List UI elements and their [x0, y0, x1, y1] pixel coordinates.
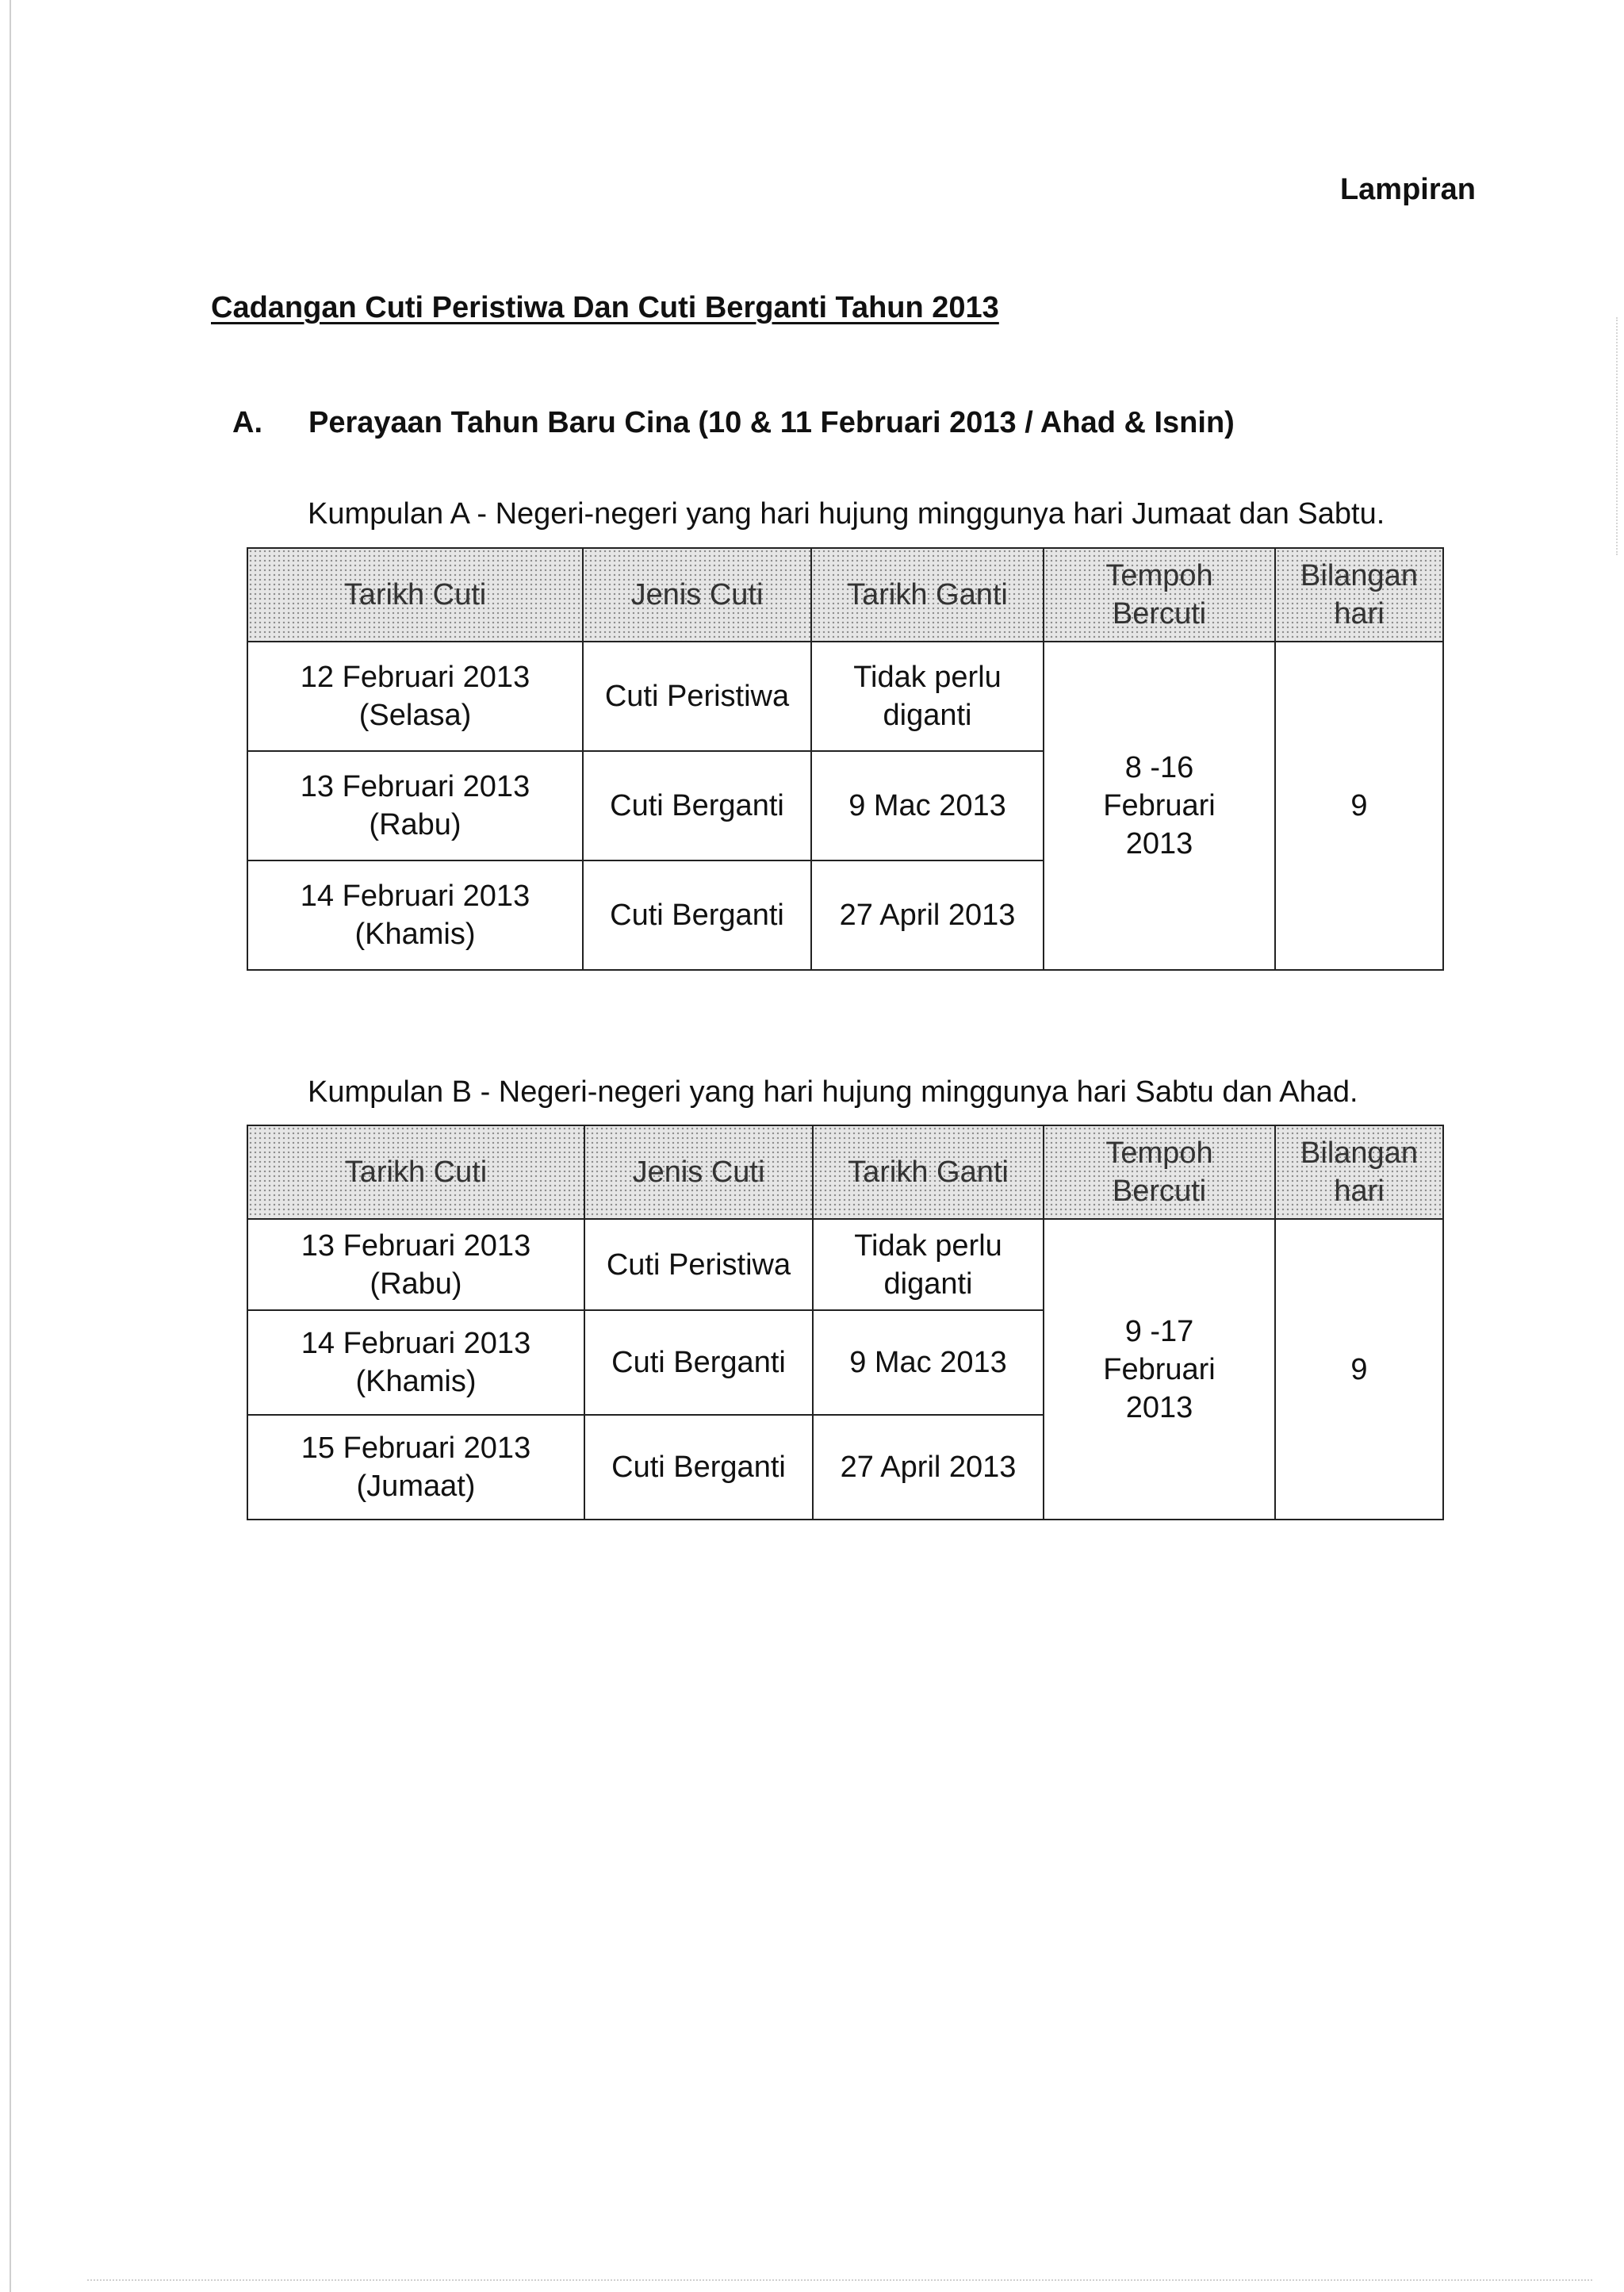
group-b-table — [247, 1125, 1444, 1520]
replacement-date-cell: 9 Mac 2013 — [813, 1310, 1044, 1415]
scan-margin-line — [10, 0, 11, 2292]
leave-date-cell: 14 Februari 2013 (Khamis) — [247, 860, 583, 970]
table-header-row — [247, 548, 1443, 642]
leave-period-cell: 8 -16 Februari 2013 — [1044, 642, 1275, 970]
leave-type-cell: Cuti Peristiwa — [583, 642, 811, 751]
leave-date-cell: 12 Februari 2013 (Selasa) — [247, 642, 583, 751]
leave-date-cell: 15 Februari 2013 (Jumaat) — [247, 1415, 584, 1520]
group-b-description: Kumpulan B - Negeri-negeri yang hari hujung minggunya hari Sabtu dan Ahad. — [308, 1075, 1358, 1109]
replacement-date-cell: Tidak perlu diganti — [813, 1219, 1044, 1310]
header-leave-type: Jenis Cuti — [584, 1125, 813, 1219]
header-day-count: Bilangan hari — [1275, 1125, 1443, 1219]
leave-type-cell: Cuti Berganti — [583, 751, 811, 860]
header-replacement-date: Tarikh Ganti — [813, 1125, 1044, 1219]
leave-date-cell: 13 Februari 2013 (Rabu) — [247, 751, 583, 860]
header-leave-type: Jenis Cuti — [583, 548, 811, 642]
replacement-date-cell: 9 Mac 2013 — [811, 751, 1044, 860]
replacement-date-cell: 27 April 2013 — [813, 1415, 1044, 1520]
section-title: Perayaan Tahun Baru Cina (10 & 11 Februari 2013 / Ahad & Isnin) — [308, 406, 1235, 439]
leave-date-cell: 14 Februari 2013 (Khamis) — [247, 1310, 584, 1415]
leave-period-cell: 9 -17 Februari 2013 — [1044, 1219, 1275, 1520]
leave-type-cell: Cuti Berganti — [584, 1310, 813, 1415]
table-header-row — [247, 1125, 1443, 1219]
leave-type-cell: Cuti Peristiwa — [584, 1219, 813, 1310]
page-title: Cadangan Cuti Peristiwa Dan Cuti Berganti Tahun 2013 — [211, 291, 999, 324]
header-leave-period: Tempoh Bercuti — [1044, 548, 1275, 642]
leave-type-cell: Cuti Berganti — [584, 1415, 813, 1520]
table-row — [247, 1219, 1443, 1310]
header-replacement-date: Tarikh Ganti — [811, 548, 1044, 642]
day-count-cell: 9 — [1275, 1219, 1443, 1520]
leave-date-cell: 13 Februari 2013 (Rabu) — [247, 1219, 584, 1310]
header-leave-date: Tarikh Cuti — [247, 1125, 584, 1219]
scan-footer-noise — [87, 2279, 1592, 2282]
section-heading — [232, 406, 1235, 440]
table-row — [247, 642, 1443, 751]
leave-type-cell: Cuti Berganti — [583, 860, 811, 970]
replacement-date-cell: Tidak perlu diganti — [811, 642, 1044, 751]
section-letter: A. — [232, 406, 262, 439]
group-a-description: Kumpulan A - Negeri-negeri yang hari hujung minggunya hari Jumaat dan Sabtu. — [308, 497, 1385, 531]
scan-edge-specks — [1614, 317, 1618, 555]
replacement-date-cell: 27 April 2013 — [811, 860, 1044, 970]
group-a-table — [247, 547, 1444, 971]
header-day-count: Bilangan hari — [1275, 548, 1443, 642]
header-leave-date: Tarikh Cuti — [247, 548, 583, 642]
annex-label: Lampiran — [1339, 173, 1476, 206]
day-count-cell: 9 — [1275, 642, 1443, 970]
header-leave-period: Tempoh Bercuti — [1044, 1125, 1275, 1219]
